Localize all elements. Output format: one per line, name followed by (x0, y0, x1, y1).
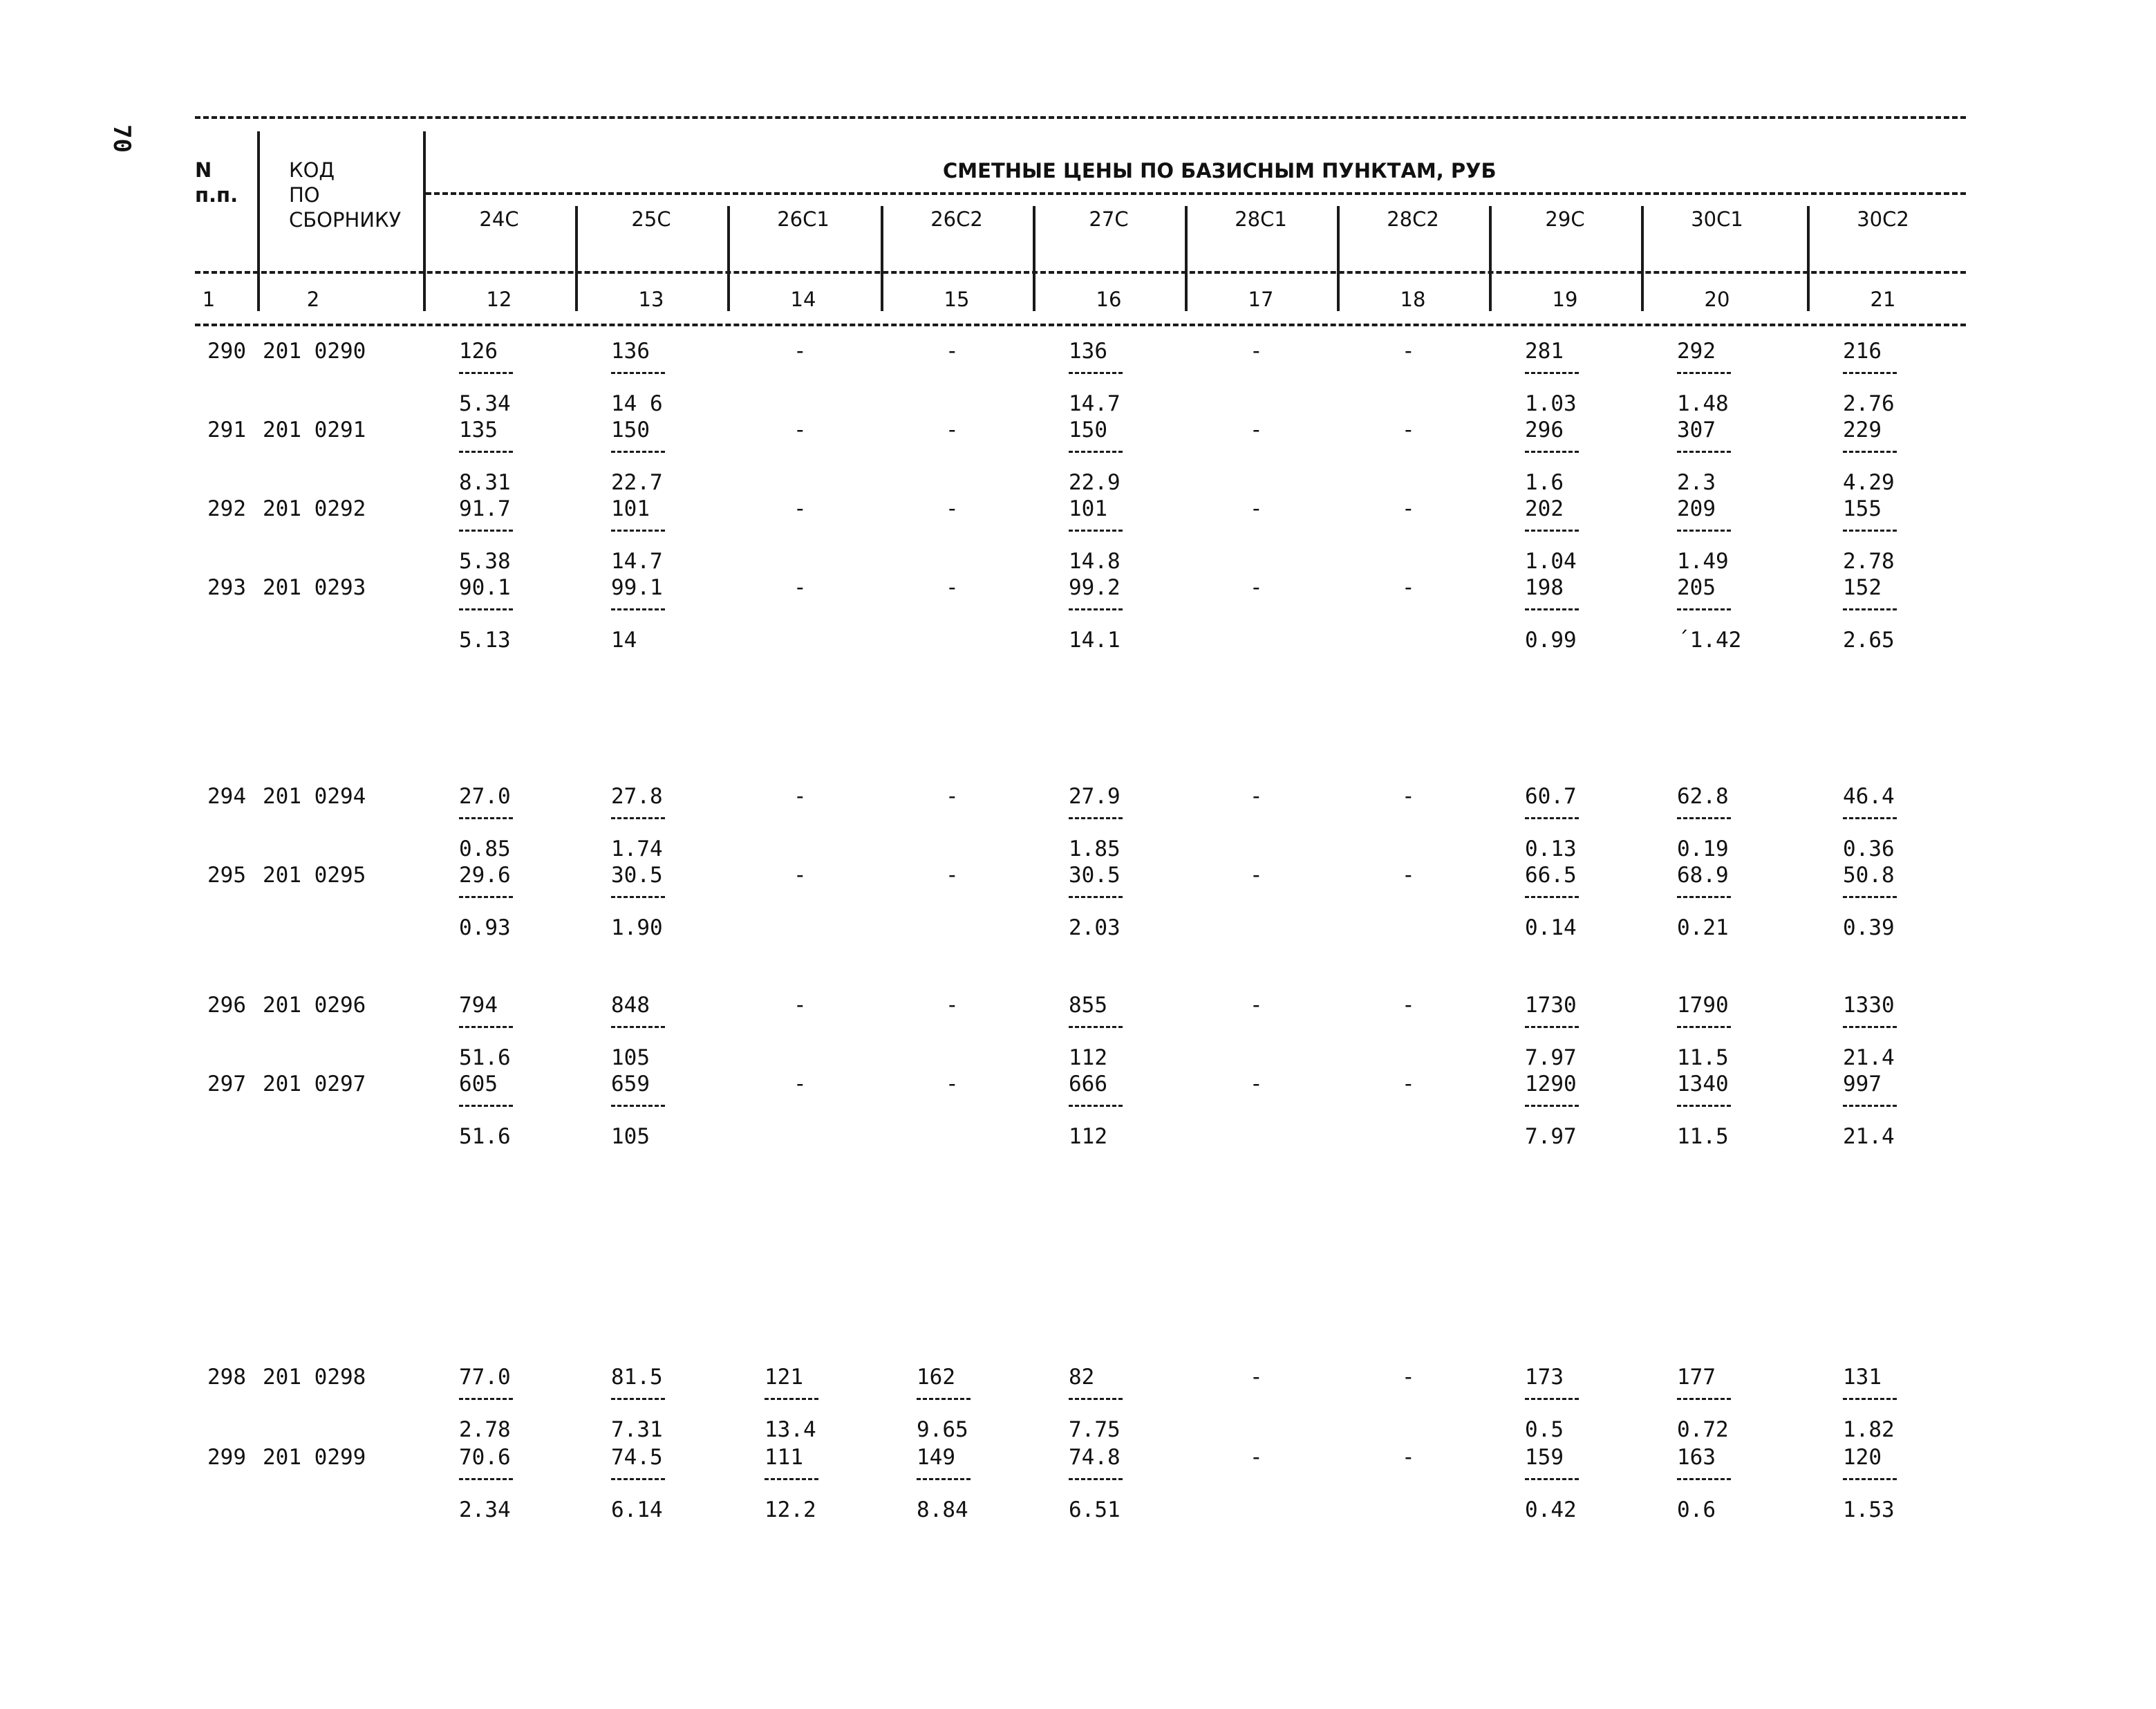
vrule-col-2 (727, 206, 730, 311)
vrule-col-4 (1033, 206, 1035, 311)
price-value: 136 (611, 339, 650, 364)
fraction-line (1843, 608, 1897, 610)
price-subvalue: 0.5 (1525, 1417, 1564, 1442)
row-code: 201 0293 (263, 575, 366, 600)
rule-top (195, 116, 1966, 119)
price-subvalue: 14.8 (1069, 549, 1121, 574)
column-head-1: 25С (631, 207, 671, 231)
row-number: 291 (207, 418, 246, 442)
fraction-line (1843, 1398, 1897, 1400)
price-value: 292 (1677, 339, 1716, 364)
price-value: 121 (765, 1365, 803, 1390)
price-subvalue: 1.03 (1525, 391, 1577, 416)
row-code: 201 0295 (263, 863, 366, 888)
empty-dash: - (1402, 863, 1415, 888)
price-value: 173 (1525, 1365, 1564, 1390)
price-value: 155 (1843, 496, 1882, 521)
price-subvalue: 1.48 (1677, 391, 1729, 416)
price-value: 296 (1525, 418, 1564, 442)
empty-dash: - (1250, 418, 1263, 442)
fraction-line (1677, 372, 1731, 374)
empty-dash: - (1402, 993, 1415, 1018)
fraction-line (1677, 817, 1731, 819)
row-number: 295 (207, 863, 246, 888)
empty-dash: - (1250, 993, 1263, 1018)
price-value: 152 (1843, 575, 1882, 600)
price-value: 90.1 (459, 575, 511, 600)
col-n-header: N п.п. (195, 158, 238, 207)
fraction-line (611, 451, 665, 453)
price-value: 229 (1843, 418, 1882, 442)
fraction-line (1677, 1026, 1731, 1028)
fraction-line (1069, 1105, 1123, 1107)
price-subvalue: 0.85 (459, 837, 511, 861)
price-value: 62.8 (1677, 784, 1729, 809)
col-code-header: КОД ПО СБОРНИКУ (289, 158, 402, 232)
row-code: 201 0291 (263, 418, 366, 442)
price-subvalue: 0.36 (1843, 837, 1895, 861)
vrule-col-5 (1185, 206, 1188, 311)
group-title: СМЕТНЫЕ ЦЕНЫ ПО БАЗИСНЫМ ПУНКТАМ, РУБ (943, 159, 1497, 183)
price-subvalue: 6.51 (1069, 1497, 1121, 1522)
price-value: 101 (1069, 496, 1107, 521)
fraction-line (1677, 1398, 1731, 1400)
fraction-line (459, 1478, 513, 1480)
empty-dash: - (1402, 1445, 1415, 1470)
price-value: 81.5 (611, 1365, 663, 1390)
column-number-4: 14 (790, 288, 816, 311)
price-value: 794 (459, 993, 498, 1018)
price-subvalue: 0.6 (1677, 1497, 1716, 1522)
price-subvalue: 1.82 (1843, 1417, 1895, 1442)
price-subvalue: ´1.42 (1677, 628, 1742, 653)
fraction-line (1525, 372, 1579, 374)
price-value: 1790 (1677, 993, 1729, 1018)
fraction-line (1069, 530, 1123, 532)
empty-dash: - (1250, 496, 1263, 521)
fraction-line (917, 1398, 971, 1400)
price-value: 1330 (1843, 993, 1895, 1018)
row-number: 294 (207, 784, 246, 809)
price-subvalue: 21.4 (1843, 1045, 1895, 1070)
fraction-line (459, 530, 513, 532)
fraction-line (1843, 1478, 1897, 1480)
price-value: 120 (1843, 1445, 1882, 1470)
column-number-1: 2 (306, 288, 320, 311)
empty-dash: - (946, 1072, 959, 1096)
price-value: 30.5 (611, 863, 663, 888)
price-value: 27.9 (1069, 784, 1121, 809)
price-subvalue: 7.31 (611, 1417, 663, 1442)
rule-group (426, 192, 1966, 195)
price-value: 205 (1677, 575, 1716, 600)
price-subvalue: 7.97 (1525, 1124, 1577, 1149)
price-value: 74.5 (611, 1445, 663, 1470)
vrule-col-7 (1489, 206, 1492, 311)
column-head-3: 26С2 (930, 207, 983, 231)
price-value: 202 (1525, 496, 1564, 521)
price-subvalue: 0.39 (1843, 915, 1895, 940)
fraction-line (459, 608, 513, 610)
price-subvalue: 1.53 (1843, 1497, 1895, 1522)
price-subvalue: 51.6 (459, 1124, 511, 1149)
fraction-line (1677, 1478, 1731, 1480)
price-value: 1340 (1677, 1072, 1729, 1096)
fraction-line (1677, 451, 1731, 453)
empty-dash: - (1250, 1072, 1263, 1096)
fraction-line (1525, 1026, 1579, 1028)
price-subvalue: 0.99 (1525, 628, 1577, 653)
price-subvalue: 0.72 (1677, 1417, 1729, 1442)
vrule-col-8 (1641, 206, 1644, 311)
row-number: 290 (207, 339, 246, 364)
price-value: 605 (459, 1072, 498, 1096)
fraction-line (611, 817, 665, 819)
fraction-line (611, 530, 665, 532)
column-number-7: 17 (1248, 288, 1274, 311)
column-number-10: 20 (1704, 288, 1730, 311)
price-subvalue: 51.6 (459, 1045, 511, 1070)
empty-dash: - (1402, 784, 1415, 809)
price-value: 150 (1069, 418, 1107, 442)
empty-dash: - (946, 784, 959, 809)
price-subvalue: 0.14 (1525, 915, 1577, 940)
column-number-8: 18 (1400, 288, 1426, 311)
price-value: 27.8 (611, 784, 663, 809)
column-head-7: 29С (1545, 207, 1585, 231)
price-subvalue: 5.13 (459, 628, 511, 653)
row-number: 293 (207, 575, 246, 600)
row-code: 201 0296 (263, 993, 366, 1018)
fraction-line (1069, 1398, 1123, 1400)
empty-dash: - (946, 993, 959, 1018)
price-value: 50.8 (1843, 863, 1895, 888)
fraction-line (1525, 1398, 1579, 1400)
price-subvalue: 14 6 (611, 391, 663, 416)
fraction-line (459, 817, 513, 819)
price-value: 666 (1069, 1072, 1107, 1096)
column-head-0: 24С (479, 207, 519, 231)
price-value: 281 (1525, 339, 1564, 364)
fraction-line (1843, 372, 1897, 374)
fraction-line (1069, 896, 1123, 898)
fraction-line (1525, 817, 1579, 819)
empty-dash: - (1402, 339, 1415, 364)
fraction-line (1843, 451, 1897, 453)
column-number-0: 1 (202, 288, 216, 311)
column-number-5: 15 (944, 288, 970, 311)
row-number: 298 (207, 1365, 246, 1390)
fraction-line (611, 1398, 665, 1400)
price-value: 848 (611, 993, 650, 1018)
row-code: 201 0297 (263, 1072, 366, 1096)
empty-dash: - (794, 863, 807, 888)
fraction-line (1525, 608, 1579, 610)
fraction-line (611, 1105, 665, 1107)
price-subvalue: 105 (611, 1124, 650, 1149)
price-value: 70.6 (459, 1445, 511, 1470)
empty-dash: - (794, 418, 807, 442)
price-subvalue: 1.04 (1525, 549, 1577, 574)
price-subvalue: 8.84 (917, 1497, 968, 1522)
fraction-line (1525, 451, 1579, 453)
vrule-col-6 (1337, 206, 1340, 311)
price-value: 163 (1677, 1445, 1716, 1470)
fraction-line (1843, 817, 1897, 819)
column-number-11: 21 (1870, 288, 1896, 311)
empty-dash: - (794, 339, 807, 364)
fraction-line (1525, 896, 1579, 898)
price-value: 99.1 (611, 575, 663, 600)
price-subvalue: 8.31 (459, 470, 511, 495)
row-number: 297 (207, 1072, 246, 1096)
price-value: 659 (611, 1072, 650, 1096)
empty-dash: - (794, 575, 807, 600)
fraction-line (1677, 1105, 1731, 1107)
price-value: 149 (917, 1445, 955, 1470)
empty-dash: - (794, 993, 807, 1018)
price-value: 66.5 (1525, 863, 1577, 888)
price-value: 30.5 (1069, 863, 1121, 888)
price-subvalue: 0.19 (1677, 837, 1729, 861)
fraction-line (1069, 1026, 1123, 1028)
price-subvalue: 14.7 (1069, 391, 1121, 416)
fraction-line (1843, 896, 1897, 898)
column-number-2: 12 (486, 288, 512, 311)
price-value: 82 (1069, 1365, 1095, 1390)
empty-dash: - (1250, 339, 1263, 364)
empty-dash: - (946, 339, 959, 364)
column-number-6: 16 (1096, 288, 1122, 311)
price-subvalue: 2.34 (459, 1497, 511, 1522)
fraction-line (459, 896, 513, 898)
empty-dash: - (946, 418, 959, 442)
vrule-col-1 (575, 206, 578, 311)
price-value: 77.0 (459, 1365, 511, 1390)
price-value: 46.4 (1843, 784, 1895, 809)
price-value: 855 (1069, 993, 1107, 1018)
column-head-4: 27С (1089, 207, 1129, 231)
page-number: 70 (108, 124, 135, 153)
fraction-line (459, 372, 513, 374)
price-value: 29.6 (459, 863, 511, 888)
price-value: 198 (1525, 575, 1564, 600)
price-subvalue: 2.76 (1843, 391, 1895, 416)
column-head-9: 30С2 (1857, 207, 1909, 231)
price-subvalue: 14 (611, 628, 637, 653)
price-value: 159 (1525, 1445, 1564, 1470)
price-subvalue: 0.42 (1525, 1497, 1577, 1522)
rule-head-bottom (195, 271, 1966, 274)
price-subvalue: 13.4 (765, 1417, 816, 1442)
vrule-n (257, 131, 260, 311)
price-subvalue: 7.97 (1525, 1045, 1577, 1070)
row-number: 292 (207, 496, 246, 521)
price-value: 60.7 (1525, 784, 1577, 809)
price-value: 135 (459, 418, 498, 442)
empty-dash: - (1402, 418, 1415, 442)
empty-dash: - (1402, 1072, 1415, 1096)
price-subvalue: 4.29 (1843, 470, 1895, 495)
fraction-line (459, 1398, 513, 1400)
fraction-line (611, 608, 665, 610)
price-subvalue: 5.34 (459, 391, 511, 416)
price-subvalue: 14.7 (611, 549, 663, 574)
fraction-line (1843, 1026, 1897, 1028)
empty-dash: - (946, 496, 959, 521)
fraction-line (765, 1398, 818, 1400)
price-subvalue: 6.14 (611, 1497, 663, 1522)
row-code: 201 0294 (263, 784, 366, 809)
empty-dash: - (1250, 1365, 1263, 1390)
column-head-5: 28С1 (1235, 207, 1287, 231)
price-value: 150 (611, 418, 650, 442)
price-value: 27.0 (459, 784, 511, 809)
fraction-line (1069, 1478, 1123, 1480)
price-subvalue: 22.9 (1069, 470, 1121, 495)
empty-dash: - (1250, 863, 1263, 888)
price-subvalue: 21.4 (1843, 1124, 1895, 1149)
column-head-6: 28С2 (1387, 207, 1439, 231)
fraction-line (1843, 1105, 1897, 1107)
price-subvalue: 1.6 (1525, 470, 1564, 495)
fraction-line (611, 372, 665, 374)
price-subvalue: 1.74 (611, 837, 663, 861)
empty-dash: - (794, 1072, 807, 1096)
price-subvalue: 2.3 (1677, 470, 1716, 495)
price-subvalue: 22.7 (611, 470, 663, 495)
fraction-line (611, 1026, 665, 1028)
price-value: 91.7 (459, 496, 511, 521)
vrule-col-3 (881, 206, 883, 311)
price-subvalue: 7.75 (1069, 1417, 1121, 1442)
fraction-line (1677, 608, 1731, 610)
price-value: 99.2 (1069, 575, 1121, 600)
price-subvalue: 14.1 (1069, 628, 1121, 653)
price-subvalue: 5.38 (459, 549, 511, 574)
fraction-line (459, 1026, 513, 1028)
fraction-line (611, 1478, 665, 1480)
price-subvalue: 11.5 (1677, 1045, 1729, 1070)
row-code: 201 0299 (263, 1445, 366, 1470)
row-number: 299 (207, 1445, 246, 1470)
price-subvalue: 0.93 (459, 915, 511, 940)
fraction-line (459, 451, 513, 453)
empty-dash: - (1250, 784, 1263, 809)
price-subvalue: 112 (1069, 1045, 1107, 1070)
fraction-line (1677, 896, 1731, 898)
fraction-line (459, 1105, 513, 1107)
price-subvalue: 112 (1069, 1124, 1107, 1149)
row-code: 201 0298 (263, 1365, 366, 1390)
price-subvalue: 105 (611, 1045, 650, 1070)
column-number-3: 13 (638, 288, 664, 311)
price-value: 216 (1843, 339, 1882, 364)
price-value: 162 (917, 1365, 955, 1390)
price-value: 131 (1843, 1365, 1882, 1390)
price-subvalue: 2.65 (1843, 628, 1895, 653)
empty-dash: - (1250, 1445, 1263, 1470)
fraction-line (1525, 1478, 1579, 1480)
fraction-line (1069, 372, 1123, 374)
fraction-line (765, 1478, 818, 1480)
fraction-line (1677, 530, 1731, 532)
fraction-line (917, 1478, 971, 1480)
price-value: 101 (611, 496, 650, 521)
empty-dash: - (946, 863, 959, 888)
price-subvalue: 1.85 (1069, 837, 1121, 861)
empty-dash: - (794, 496, 807, 521)
empty-dash: - (1402, 496, 1415, 521)
empty-dash: - (1402, 1365, 1415, 1390)
price-subvalue: 9.65 (917, 1417, 968, 1442)
fraction-line (1525, 530, 1579, 532)
price-subvalue: 0.13 (1525, 837, 1577, 861)
fraction-line (1069, 451, 1123, 453)
row-code: 201 0290 (263, 339, 366, 364)
price-value: 1730 (1525, 993, 1577, 1018)
price-value: 997 (1843, 1072, 1882, 1096)
empty-dash: - (794, 784, 807, 809)
price-subvalue: 2.03 (1069, 915, 1121, 940)
rule-numbers-bottom (195, 324, 1966, 326)
price-value: 307 (1677, 418, 1716, 442)
column-number-9: 19 (1552, 288, 1578, 311)
price-value: 136 (1069, 339, 1107, 364)
price-subvalue: 11.5 (1677, 1124, 1729, 1149)
price-value: 177 (1677, 1365, 1716, 1390)
price-subvalue: 2.78 (459, 1417, 511, 1442)
price-subvalue: 2.78 (1843, 549, 1895, 574)
fraction-line (1525, 1105, 1579, 1107)
column-head-2: 26С1 (777, 207, 829, 231)
price-subvalue: 1.90 (611, 915, 663, 940)
price-subvalue: 12.2 (765, 1497, 816, 1522)
price-value: 1290 (1525, 1072, 1577, 1096)
price-value: 209 (1677, 496, 1716, 521)
fraction-line (1069, 608, 1123, 610)
fraction-line (1069, 817, 1123, 819)
price-value: 126 (459, 339, 498, 364)
price-value: 74.8 (1069, 1445, 1121, 1470)
fraction-line (611, 896, 665, 898)
price-value: 111 (765, 1445, 803, 1470)
row-number: 296 (207, 993, 246, 1018)
empty-dash: - (1402, 575, 1415, 600)
price-value: 68.9 (1677, 863, 1729, 888)
vrule-code (423, 131, 426, 311)
empty-dash: - (1250, 575, 1263, 600)
fraction-line (1843, 530, 1897, 532)
price-subvalue: 1.49 (1677, 549, 1729, 574)
row-code: 201 0292 (263, 496, 366, 521)
empty-dash: - (946, 575, 959, 600)
column-head-8: 30С1 (1691, 207, 1743, 231)
vrule-col-9 (1807, 206, 1810, 311)
price-subvalue: 0.21 (1677, 915, 1729, 940)
